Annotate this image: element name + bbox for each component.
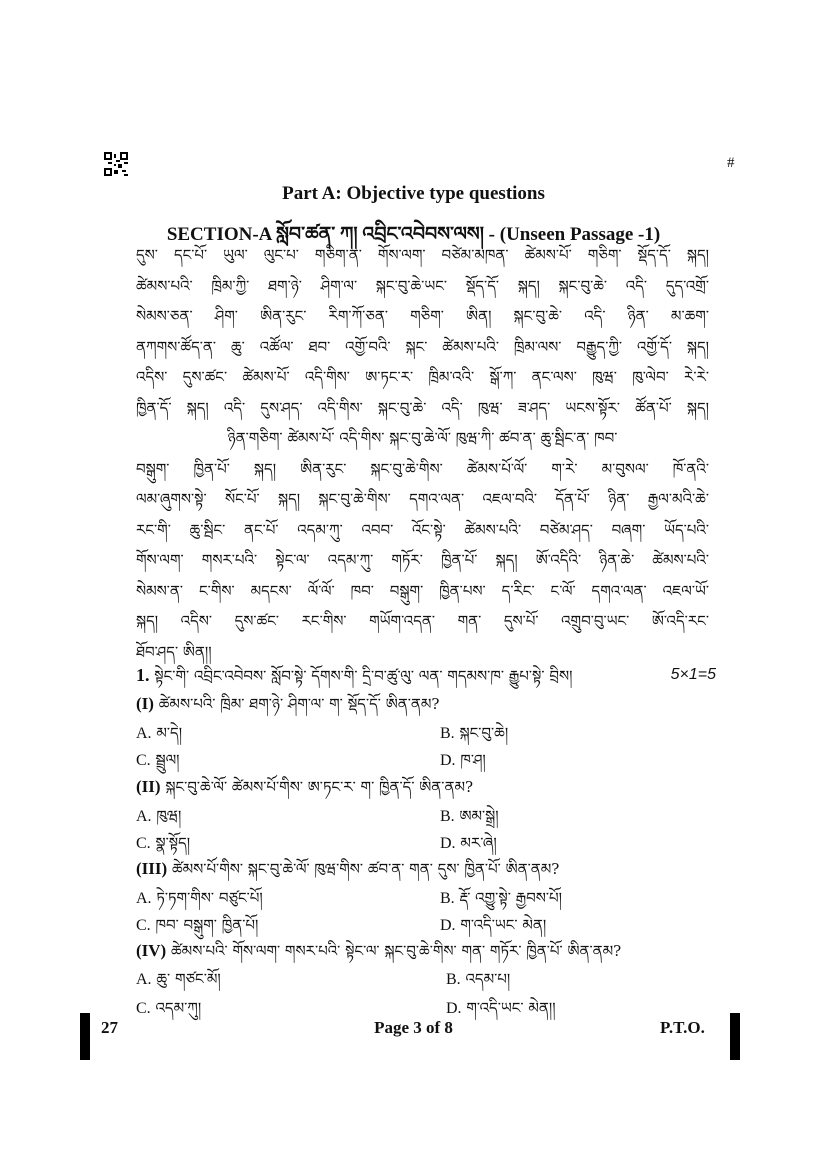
question-marks: 5×1=5 — [670, 666, 716, 683]
unseen-passage — [136, 240, 709, 667]
option-letter: C. — [136, 917, 151, 934]
passage-line: ནཀགས་ཚོད་ན་ ཆུ་ འཚོལ་ ཐབ་ འགྱོ་བའི་ སྐང་ ཚེམས་པའི་ ཁྲིམ་ལས་ བརྒྱུད་ཀྱི་ འགྱོ་དོ་ སྐད། — [136, 337, 709, 356]
option-text: འདམ་པ། — [465, 970, 511, 988]
passage-line: འདིས་ དུས་ཚང་ ཚེམས་པོ་ འདི་གིས་ ཨ་ཏང་ར་ ཁྲིམ་འའི་ སྒོ་ཀ་ ནང་ལས་ ཁུཝ་ ཁུ་ལེབ་ རེ་རེ་ — [136, 368, 709, 386]
passage-line: སྐད། འདིས་ དུས་ཚང་ རང་གིས་ གཡོག་འདན་ གན་ དུས་པོ་ འགྲུབ་བུ་ཡང་ ཨོ་འདི་རང་ — [136, 612, 709, 630]
option-text: འདམ་ཀུ། — [155, 999, 202, 1017]
option-letter: B. — [440, 890, 455, 907]
passage-line: སེམས་ན་ ང་གིས་ མདངས་ ལོ་ལོ་ ཁབ་ བསྒུག་ ཁྱིན་པས་ ད་རིང་ ང་ལོ་ དགའ་ལན་ འཇལ་ཡོ་ — [136, 581, 709, 600]
sub-question-text: ཚེམས་པོ་གིས་ སྐང་བུ་ཆེ་ལོ་ ཁུཝ་གིས་ ཚབ་ན་ གན་ དུས་ ཁྱིན་པོ་ ཨིན་ནམ? — [171, 860, 560, 878]
option-letter: C. — [136, 1000, 151, 1017]
option-text: ཏེ་ཏག་གིས་ བཙུང་པོ། — [156, 889, 263, 907]
option-text: ཨམ་སྒྲེ། — [459, 807, 499, 825]
passage-line: ཐོབ་ཤད་ ཨིན།། — [136, 642, 212, 661]
option-letter: A. — [136, 808, 152, 825]
sub-question-2 — [136, 771, 473, 813]
paper-code: 27 — [101, 1018, 118, 1037]
sub-question-text: ཚེམས་པའི་ གོས་ལག་ གསར་པའི་ སྟེང་ལ་ སྐང་བུ་ཆེ་གིས་ གན་ གཏོར་ ཁྱིན་པོ་ ཨིན་ནམ? — [171, 942, 622, 960]
option-letter: A. — [136, 971, 152, 988]
section-title: SECTION-A སློབ་ཚན་ ཀ། འབྲིང་འབེབས་ལས། - (Unseen Passage -1) — [166, 224, 661, 245]
question-number: 1. — [136, 665, 150, 685]
qr-code-icon — [104, 152, 128, 176]
option-letter: D. — [440, 917, 456, 934]
option-text: མ་དེ། — [156, 724, 183, 742]
option-letter: B. — [440, 808, 455, 825]
passage-line: ཁྱིན་དོ་ སྐད། འདི་ དུས་ཤད་ འདི་གིས་ སྐང་བུ་ཆེ་ འདི་ ཁུཝ་ ཟ་ཤད་ ཡངས་སྟོར་ ཚོན་པོ་ སྐད། — [136, 398, 709, 417]
passage-line: སེམས་ཅན་ ཤིག་ ཨིན་རུང་ རིག་ཀོ་ཅན་ གཅིག་ ཨིན། སྐང་བུ་ཆེ་ འདི་ ཉིན་ མ་ཆག་ — [136, 307, 709, 325]
option-letter: D. — [440, 835, 456, 852]
option-letter: D. — [446, 1000, 462, 1017]
option-text: ག་འདི་ཡང་ མེན། — [460, 916, 547, 934]
option-letter: D. — [440, 752, 456, 769]
option-letter: A. — [136, 725, 152, 742]
option-text: རྡོ་ འགྱུ་སྟེ་ རྒྱབས་པོ། — [459, 889, 563, 907]
passage-line: ལམ་ཞུགས་སྟེ་ སོང་པོ་ སྐད། སྐང་བུ་ཆེ་གིས་ དགའ་ལན་ འཇལ་བའི་ དོན་པོ་ ཉིན་ རྒྱལ་མའི་ཆེ་ — [136, 490, 709, 508]
passage-line: ཚེམས་པའི་ ཁྲིམ་ཀྱི་ ཐག་ཉེ་ ཤིག་ལ་ སྐང་བུ་ཆེ་ཡང་ སྡོད་དོ་ སྐད། སྐང་བུ་ཆེ་ འདི་ དུད་འགྲོ་ — [136, 276, 709, 295]
part-title: Part A: Objective type questions — [282, 183, 545, 204]
option-text: མར་ཞེ། — [460, 834, 497, 852]
passage-line: རང་གི་ ཆུ་སྦིང་ ནང་པོ་ འདམ་ཀུ་ འབབ་ འོང་སྟེ་ ཚེམས་པའི་ བཙེམ་ཤད་ བཞག་ ཡོད་པའི་ — [136, 520, 709, 539]
option-text: སྐང་བུ་ཆེ། — [459, 724, 509, 742]
please-turn-over: P.T.O. — [660, 1018, 705, 1037]
option-text: ཁ་ཤ། — [460, 751, 486, 769]
sub-question-number: (IV) — [136, 941, 167, 960]
option-text: ཁབ་ བསྒུག་ ཁྱིན་པོ། — [155, 916, 259, 934]
question-instruction: སྟེང་གི་ འབྲིང་འབེབས་ སློབ་སྟེ་ དོགས་གི་ དྲི་བ་ཚུ་ལུ་ ལན་ གདམས་ཁ་ རྒྱུཔ་སྟེ་ བྲིས། — [154, 667, 573, 685]
page-number: Page 3 of 8 — [374, 1018, 453, 1037]
passage-line: གོས་ལག་ གསར་པའི་ སྟེང་ལ་ འདམ་ཀུ་ གཏོར་ ཁྱིན་པོ་ སྐད། ཨོ་འདིའི་ ཉིན་ཆེ་ ཚེམས་པའི་ — [136, 551, 709, 569]
option-letter: B. — [446, 971, 461, 988]
option-letter: B. — [440, 725, 455, 742]
passage-line: དུས་ དང་པོ་ ཡུལ་ ལུང་པ་ གཅིག་ན་ གོས་ལག་ བཙེམ་མཁན་ ཚེམས་པོ་ གཅིག་ སྡོད་དོ་ སྐད། — [136, 246, 709, 264]
page-hash-mark: # — [727, 155, 735, 171]
option-text: ག་འདི་ཡང་ མེན།། — [466, 999, 556, 1017]
option-text: ཆུ་ གཙང་མོ། — [156, 970, 221, 988]
option-letter: A. — [136, 890, 152, 907]
sub-question-number: (I) — [136, 694, 154, 713]
option-letter: C. — [136, 835, 151, 852]
passage-line: བསྒུག་ ཁྱིན་པོ་ སྐད། ཨིན་རུང་ སྐང་བུ་ཆེ་གིས་ ཚེམས་པོ་ལོ་ ག་རེ་ མ་བུསལ་ ཁོ་ནའི་ — [136, 459, 709, 478]
passage-line: ཉིན་གཅིག་ ཚེམས་པོ་ འདི་གིས་ སྐང་བུ་ཆེ་ལོ་ ཁུཝ་ཀི་ ཚབ་ན་ ཆུ་སྦིང་ན་ ཁབ་ — [227, 429, 618, 447]
option-letter: C. — [136, 752, 151, 769]
sub-question-number: (II) — [136, 777, 161, 796]
option-text: སྣ་སྟོད། — [155, 834, 191, 852]
sub-question-number: (III) — [136, 859, 168, 878]
sub-question-text: ཚེམས་པའི་ ཁྲིམ་ ཐག་ཉེ་ ཤིག་ལ་ ག་ སྡོད་དོ་ ཨིན་ནམ? — [158, 695, 440, 713]
option-text: སྦྲུལ། — [155, 751, 180, 769]
option-text: ཁུཝ། — [156, 807, 182, 825]
sub-question-text: སྐང་བུ་ཆེ་ལོ་ ཚེམས་པོ་གིས་ ཨ་ཏང་ར་ ག་ ཁྱིན་དོ་ ཨིན་ནམ? — [165, 778, 474, 796]
question-1-heading — [136, 662, 716, 688]
